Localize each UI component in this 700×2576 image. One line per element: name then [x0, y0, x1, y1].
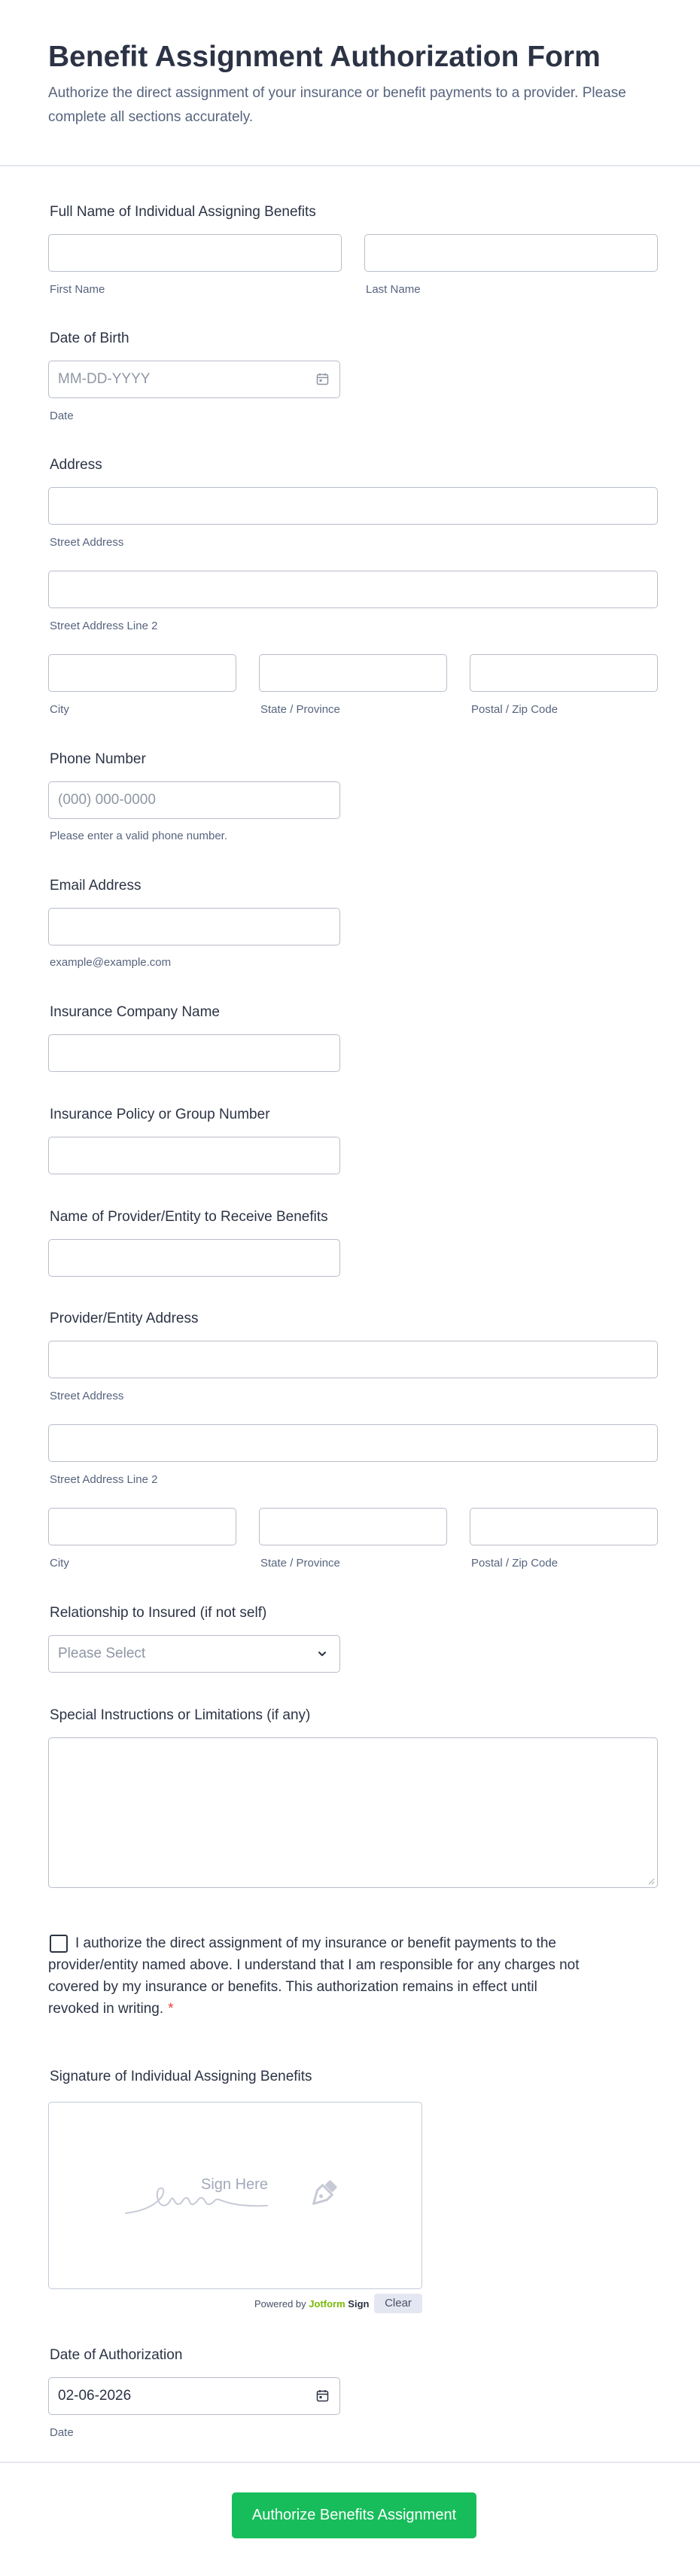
auth-date-value: 02-06-2026 — [58, 2388, 132, 2404]
street-address-input[interactable] — [48, 487, 658, 525]
phone-placeholder: (000) 000-0000 — [58, 792, 156, 808]
instructions-textarea[interactable] — [48, 1737, 658, 1888]
relationship-label: Relationship to Insured (if not self) — [50, 1605, 267, 1621]
state-input[interactable] — [259, 654, 447, 692]
policy-number-input[interactable] — [48, 1137, 340, 1174]
dob-label: Date of Birth — [50, 330, 129, 346]
street-address-sublabel: Street Address — [50, 536, 124, 549]
provider-state-sublabel: State / Province — [260, 1557, 340, 1570]
email-label: Email Address — [50, 878, 142, 894]
consent-label: I authorize the direct assignment of my insurance or benefit payments to the provider/entity named above. I understand that I am responsible for any charges not covered by my insurance or benefits. This authorization remains in effect until revoked in writing. — [48, 1935, 580, 2017]
chevron-down-icon — [317, 1649, 327, 1659]
provider-address-label: Provider/Entity Address — [50, 1311, 199, 1326]
provider-city-sublabel: City — [50, 1557, 69, 1570]
provider-street-sublabel: Street Address — [50, 1390, 124, 1402]
street-address-2-sublabel: Street Address Line 2 — [50, 620, 158, 632]
phone-input[interactable] — [48, 781, 340, 819]
provider-city-input[interactable] — [48, 1508, 236, 1545]
insurance-company-label: Insurance Company Name — [50, 1004, 220, 1020]
provider-zip-input[interactable] — [470, 1508, 658, 1545]
email-input[interactable] — [48, 908, 340, 945]
jotform-sign-brand — [309, 2298, 369, 2310]
policy-number-label: Insurance Policy or Group Number — [50, 1107, 270, 1122]
dob-placeholder: MM-DD-YYYY — [58, 371, 151, 387]
relationship-select[interactable] — [48, 1635, 340, 1673]
provider-name-input[interactable] — [48, 1239, 340, 1277]
clear-signature-button[interactable]: Clear — [374, 2294, 422, 2313]
dob-sublabel: Date — [50, 410, 74, 422]
calendar-icon[interactable] — [316, 373, 329, 385]
first-name-input[interactable] — [48, 234, 342, 272]
form-header — [48, 39, 665, 129]
provider-zip-sublabel: Postal / Zip Code — [471, 1557, 558, 1570]
sign-here-text: Sign Here — [201, 2176, 268, 2193]
dob-input[interactable] — [48, 361, 340, 398]
provider-name-label: Name of Provider/Entity to Receive Benefits — [50, 1209, 328, 1225]
zip-sublabel: Postal / Zip Code — [471, 703, 558, 716]
provider-street-2-input[interactable] — [48, 1424, 658, 1462]
last-name-sublabel: Last Name — [366, 283, 421, 296]
required-asterisk: * — [168, 2001, 174, 2017]
address-label: Address — [50, 457, 102, 473]
powered-by-text — [254, 2298, 369, 2310]
insurance-company-input[interactable] — [48, 1034, 340, 1072]
auth-date-label: Date of Authorization — [50, 2347, 183, 2363]
phone-label: Phone Number — [50, 751, 146, 767]
footer-divider — [0, 2462, 700, 2463]
auth-date-input[interactable] — [48, 2377, 340, 2415]
provider-state-input[interactable] — [259, 1508, 447, 1545]
last-name-input[interactable] — [364, 234, 658, 272]
signature-label: Signature of Individual Assigning Benefits — [50, 2069, 312, 2084]
full-name-label: Full Name of Individual Assigning Benefits — [50, 204, 316, 220]
zip-input[interactable] — [470, 654, 658, 692]
city-input[interactable] — [48, 654, 236, 692]
submit-button[interactable]: Authorize Benefits Assignment — [232, 2492, 476, 2538]
state-sublabel: State / Province — [260, 703, 340, 716]
city-sublabel: City — [50, 703, 69, 716]
signature-pad[interactable] — [48, 2102, 422, 2289]
auth-date-sublabel: Date — [50, 2426, 74, 2439]
provider-street-2-sublabel: Street Address Line 2 — [50, 1473, 158, 1486]
first-name-sublabel: First Name — [50, 283, 105, 296]
form-title: Benefit Assignment Authorization Form — [48, 41, 601, 73]
email-sublabel: example@example.com — [50, 956, 172, 969]
instructions-label: Special Instructions or Limitations (if any) — [50, 1707, 311, 1723]
street-address-2-input[interactable] — [48, 571, 658, 608]
resize-handle-icon[interactable] — [647, 1877, 655, 1885]
form-description: Authorize the direct assignment of your insurance or benefit payments to a provider. Please complete all sections accurately. — [48, 85, 626, 125]
pen-icon — [306, 2176, 341, 2211]
brand-sign: Sign — [348, 2298, 370, 2310]
provider-street-input[interactable] — [48, 1341, 658, 1378]
consent-text — [48, 1932, 590, 2020]
relationship-placeholder: Please Select — [58, 1646, 146, 1661]
brand-jotform: Jotform — [309, 2298, 345, 2310]
header-divider — [0, 165, 700, 166]
calendar-icon[interactable] — [316, 2389, 329, 2402]
phone-sublabel: Please enter a valid phone number. — [50, 830, 227, 842]
powered-by-label: Powered by — [254, 2298, 306, 2310]
